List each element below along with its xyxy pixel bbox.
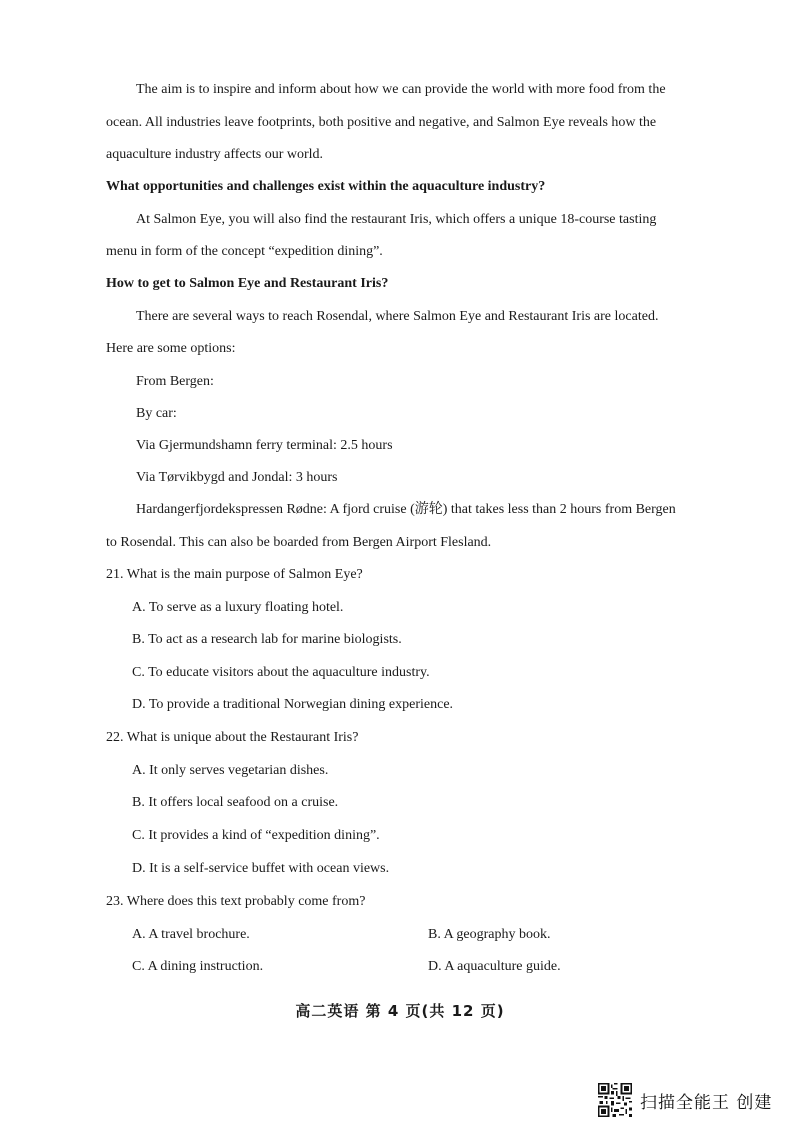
route-option: Via Tørvikbygd and Jondal: 3 hours — [136, 470, 338, 485]
route-heading: From Bergen: — [136, 374, 214, 389]
answer-option: D. A aquaculture guide. — [428, 959, 561, 974]
question-stem: 21. What is the main purpose of Salmon Eye? — [106, 567, 363, 582]
route-option: Hardangerfjordekspressen Rødne: A fjord cruise (游轮) that takes less than 2 hours from Bergen — [136, 502, 676, 517]
paragraph-line: At Salmon Eye, you will also find the restaurant Iris, which offers a unique 18-course tasting — [136, 212, 657, 227]
answer-option: A. A travel brochure. — [132, 927, 250, 942]
qr-code-icon — [598, 1083, 632, 1117]
page-footer: 高二英语 第 4 页(共 12 页) — [295, 1002, 505, 1020]
paragraph-line: The aim is to inspire and inform about how we can provide the world with more food from the — [136, 82, 666, 97]
paragraph-line: aquaculture industry affects our world. — [106, 147, 324, 162]
paragraph-line: menu in form of the concept “expedition dining”. — [106, 244, 383, 259]
answer-option: A. To serve as a luxury floating hotel. — [132, 600, 344, 615]
route-subheading: By car: — [136, 406, 177, 421]
section-heading: What opportunities and challenges exist within the aquaculture industry? — [106, 179, 546, 194]
answer-option: C. It provides a kind of “expedition dining”. — [132, 828, 380, 843]
question-stem: 23. Where does this text probably come from? — [106, 894, 366, 909]
paragraph-line: ocean. All industries leave footprints, both positive and negative, and Salmon Eye reveals how the — [106, 115, 657, 130]
answer-option: C. To educate visitors about the aquaculture industry. — [132, 665, 430, 680]
answer-option: B. A geography book. — [428, 927, 551, 942]
answer-option: B. It offers local seafood on a cruise. — [132, 795, 339, 810]
answer-option: D. It is a self-service buffet with ocean views. — [132, 861, 390, 876]
question-stem: 22. What is unique about the Restaurant Iris? — [106, 730, 359, 745]
route-option: Via Gjermundshamn ferry terminal: 2.5 hours — [136, 438, 393, 453]
answer-option: D. To provide a traditional Norwegian dining experience. — [132, 697, 454, 712]
section-heading: How to get to Salmon Eye and Restaurant Iris? — [106, 276, 389, 291]
answer-option: B. To act as a research lab for marine biologists. — [132, 632, 402, 647]
answer-option: C. A dining instruction. — [132, 959, 264, 974]
paragraph-line: Here are some options: — [106, 341, 236, 356]
route-option: to Rosendal. This can also be boarded from Bergen Airport Flesland. — [106, 535, 492, 550]
scanner-watermark — [598, 1083, 772, 1117]
watermark-text: 扫描全能王 创建 — [640, 1092, 773, 1113]
answer-option: A. It only serves vegetarian dishes. — [132, 763, 329, 778]
paragraph-line: There are several ways to reach Rosendal, where Salmon Eye and Restaurant Iris are located. — [136, 309, 659, 324]
